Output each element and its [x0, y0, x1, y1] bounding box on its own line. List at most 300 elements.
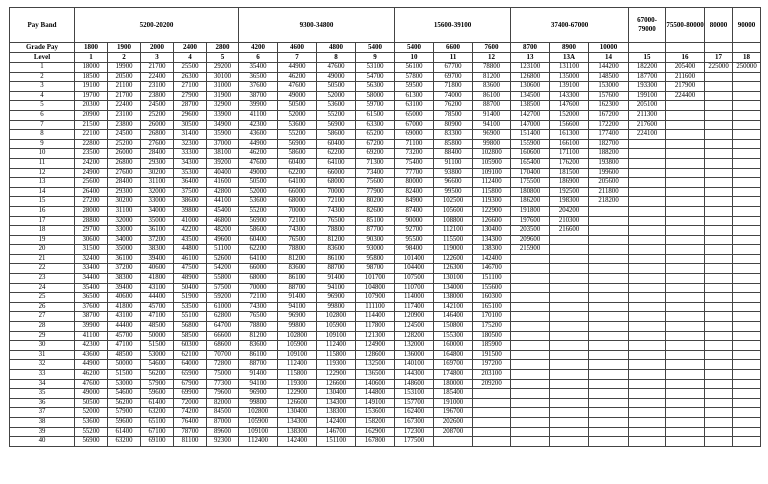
pay-cell: 60400	[239, 235, 278, 245]
pay-cell	[733, 360, 761, 370]
pay-cell	[629, 302, 666, 312]
pay-cell: 67100	[141, 427, 174, 437]
table-row	[10, 331, 761, 341]
pay-cell: 53600	[278, 120, 317, 130]
pay-cell	[666, 350, 705, 360]
pay-cell: 43600	[75, 350, 108, 360]
pay-cell: 25200	[141, 110, 174, 120]
pay-cell	[705, 82, 733, 92]
pay-cell	[705, 331, 733, 341]
pay-cell: 36400	[174, 178, 207, 188]
pay-cell: 38100	[207, 149, 239, 159]
pay-cell: 39200	[207, 158, 239, 168]
pay-cell: 193300	[629, 82, 666, 92]
pay-cell: 77300	[207, 379, 239, 389]
pay-cell: 51500	[108, 370, 141, 380]
pay-cell: 130100	[434, 274, 473, 284]
table-row	[10, 379, 761, 389]
pay-cell: 21700	[141, 63, 174, 73]
pay-cell	[550, 264, 589, 274]
pay-cell: 62200	[239, 245, 278, 255]
pay-cell: 169700	[434, 360, 473, 370]
pay-cell: 124500	[395, 322, 434, 332]
pay-cell: 112400	[278, 360, 317, 370]
pay-cell: 147000	[511, 120, 550, 130]
pay-cell: 28000	[75, 206, 108, 216]
pay-cell: 186900	[550, 178, 589, 188]
pay-cell	[589, 408, 629, 418]
pay-cell: 86100	[473, 91, 511, 101]
pay-cell: 34400	[75, 274, 108, 284]
pay-cell: 49000	[278, 91, 317, 101]
pay-cell	[511, 408, 550, 418]
pay-cell: 123100	[511, 63, 550, 73]
pay-cell: 62800	[207, 312, 239, 322]
pay-cell: 186200	[511, 197, 550, 207]
pay-band-header: 80000	[705, 8, 733, 43]
pay-cell	[666, 427, 705, 437]
pay-cell: 132500	[356, 360, 395, 370]
pay-cell: 56900	[75, 437, 108, 447]
row-index: 26	[10, 302, 75, 312]
pay-cell: 172300	[395, 427, 434, 437]
pay-cell: 112400	[317, 341, 356, 351]
pay-cell: 160300	[473, 293, 511, 303]
pay-cell: 55200	[317, 110, 356, 120]
pay-cell: 87000	[207, 417, 239, 427]
pay-cell: 67900	[174, 379, 207, 389]
pay-cell: 48500	[141, 322, 174, 332]
pay-cell: 24200	[75, 158, 108, 168]
row-index: 22	[10, 264, 75, 274]
pay-cell: 185900	[473, 341, 511, 351]
pay-cell: 167200	[589, 110, 629, 120]
pay-cell: 52000	[317, 91, 356, 101]
pay-cell: 217600	[629, 120, 666, 130]
pay-cell: 138300	[473, 245, 511, 255]
table-row	[10, 417, 761, 427]
grade-pay-cell	[733, 43, 761, 53]
pay-cell	[629, 389, 666, 399]
level-header: 8	[317, 53, 356, 63]
pay-cell: 25200	[108, 139, 141, 149]
pay-cell	[550, 417, 589, 427]
pay-cell: 47100	[141, 312, 174, 322]
pay-cell: 37500	[174, 187, 207, 197]
pay-cell	[629, 197, 666, 207]
pay-cell: 37200	[141, 235, 174, 245]
row-index: 3	[10, 82, 75, 92]
pay-cell: 31400	[174, 130, 207, 140]
pay-cell	[629, 331, 666, 341]
pay-cell: 71100	[395, 139, 434, 149]
pay-cell: 80000	[395, 178, 434, 188]
pay-cell	[705, 350, 733, 360]
pay-cell: 119300	[473, 197, 511, 207]
pay-cell: 49600	[207, 235, 239, 245]
pay-cell: 55200	[75, 427, 108, 437]
pay-cell: 69100	[141, 437, 174, 447]
pay-cell: 102800	[278, 331, 317, 341]
pay-cell: 56100	[395, 63, 434, 73]
pay-cell: 217900	[666, 82, 705, 92]
pay-cell: 21500	[75, 120, 108, 130]
pay-cell: 38600	[174, 197, 207, 207]
pay-cell: 156600	[550, 120, 589, 130]
pay-cell: 47600	[317, 63, 356, 73]
grade-pay-cell: 1800	[75, 43, 108, 53]
pay-cell: 53000	[108, 379, 141, 389]
pay-cell: 47600	[278, 82, 317, 92]
pay-cell: 56900	[278, 139, 317, 149]
pay-cell: 161300	[550, 130, 589, 140]
pay-cell: 49000	[317, 72, 356, 82]
pay-cell: 121300	[356, 331, 395, 341]
row-index: 16	[10, 206, 75, 216]
pay-cell: 138000	[434, 293, 473, 303]
pay-cell: 76500	[239, 312, 278, 322]
table-row	[10, 312, 761, 322]
pay-cell	[733, 226, 761, 236]
pay-cell: 58600	[317, 130, 356, 140]
pay-cell: 138300	[278, 427, 317, 437]
pay-cell: 218200	[589, 197, 629, 207]
pay-cell: 21700	[108, 91, 141, 101]
pay-cell: 26000	[108, 149, 141, 159]
pay-cell: 91400	[473, 110, 511, 120]
pay-cell: 88700	[317, 264, 356, 274]
pay-cell: 59700	[356, 101, 395, 111]
pay-cell: 37200	[108, 264, 141, 274]
pay-cell: 142100	[434, 302, 473, 312]
pay-cell: 56900	[317, 120, 356, 130]
level-header: 7	[278, 53, 317, 63]
pay-cell: 44400	[141, 293, 174, 303]
pay-cell: 102800	[473, 149, 511, 159]
pay-cell: 62200	[317, 149, 356, 159]
pay-cell	[629, 216, 666, 226]
pay-cell: 68000	[239, 274, 278, 284]
pay-cell: 90300	[356, 235, 395, 245]
pay-cell	[666, 302, 705, 312]
pay-cell	[511, 379, 550, 389]
pay-cell	[733, 254, 761, 264]
pay-cell	[733, 264, 761, 274]
row-index: 8	[10, 130, 75, 140]
pay-cell: 151100	[317, 437, 356, 447]
pay-cell: 69000	[395, 130, 434, 140]
pay-cell: 51900	[174, 293, 207, 303]
pay-cell: 81200	[317, 235, 356, 245]
row-index: 11	[10, 158, 75, 168]
pay-cell	[666, 293, 705, 303]
pay-cell: 60400	[278, 158, 317, 168]
pay-cell: 136000	[395, 350, 434, 360]
pay-cell	[629, 293, 666, 303]
pay-cell	[733, 379, 761, 389]
pay-cell: 88700	[278, 283, 317, 293]
pay-cell	[666, 197, 705, 207]
level-header: 11	[434, 53, 473, 63]
pay-cell: 211300	[629, 110, 666, 120]
pay-cell: 155600	[473, 283, 511, 293]
pay-cell: 29300	[108, 187, 141, 197]
pay-cell: 31000	[207, 82, 239, 92]
pay-cell: 63100	[395, 101, 434, 111]
pay-cell: 39900	[75, 322, 108, 332]
pay-cell	[629, 350, 666, 360]
pay-cell: 31500	[75, 245, 108, 255]
pay-cell: 72100	[317, 197, 356, 207]
table-row	[10, 101, 761, 111]
pay-cell: 28700	[174, 101, 207, 111]
pay-cell: 46800	[207, 216, 239, 226]
pay-cell	[733, 91, 761, 101]
pay-band-row	[10, 8, 761, 43]
pay-cell: 74000	[434, 91, 473, 101]
pay-cell: 39400	[108, 283, 141, 293]
pay-cell: 138300	[317, 408, 356, 418]
pay-cell	[511, 331, 550, 341]
table-row	[10, 408, 761, 418]
pay-cell: 68600	[207, 341, 239, 351]
pay-cell: 96900	[473, 130, 511, 140]
pay-cell	[705, 72, 733, 82]
pay-cell: 27600	[141, 139, 174, 149]
pay-cell: 54600	[141, 360, 174, 370]
pay-cell: 153100	[395, 389, 434, 399]
pay-cell: 126800	[511, 72, 550, 82]
level-header: 9	[356, 53, 395, 63]
pay-cell: 114000	[395, 293, 434, 303]
pay-cell	[733, 206, 761, 216]
pay-cell: 109100	[278, 350, 317, 360]
pay-cell: 70000	[278, 206, 317, 216]
pay-cell: 84900	[395, 197, 434, 207]
pay-cell: 95500	[395, 235, 434, 245]
pay-cell	[629, 206, 666, 216]
pay-cell: 43100	[141, 283, 174, 293]
pay-cell: 205100	[629, 101, 666, 111]
pay-cell: 115800	[278, 370, 317, 380]
pay-cell: 38700	[239, 91, 278, 101]
row-index: 28	[10, 322, 75, 332]
pay-cell	[629, 283, 666, 293]
pay-cell	[733, 389, 761, 399]
pay-cell	[589, 427, 629, 437]
pay-cell	[666, 139, 705, 149]
pay-cell: 42300	[75, 341, 108, 351]
pay-cell: 26800	[108, 158, 141, 168]
level-header: 2	[108, 53, 141, 63]
pay-cell: 50400	[174, 283, 207, 293]
pay-cell	[666, 398, 705, 408]
pay-cell: 134300	[317, 398, 356, 408]
table-row	[10, 187, 761, 197]
pay-cell: 28800	[75, 216, 108, 226]
pay-cell	[705, 110, 733, 120]
pay-cell: 45700	[141, 302, 174, 312]
pay-cell	[666, 120, 705, 130]
pay-cell	[589, 360, 629, 370]
pay-cell	[666, 206, 705, 216]
pay-cell: 50000	[108, 360, 141, 370]
pay-cell: 99800	[473, 139, 511, 149]
pay-cell: 26800	[141, 130, 174, 140]
pay-cell: 41800	[141, 274, 174, 284]
level-header: 15	[629, 53, 666, 63]
pay-cell	[733, 274, 761, 284]
pay-cell	[589, 264, 629, 274]
pay-cell	[666, 370, 705, 380]
pay-cell	[589, 312, 629, 322]
pay-cell: 170100	[473, 312, 511, 322]
pay-cell: 66600	[207, 331, 239, 341]
pay-cell: 84500	[207, 408, 239, 418]
pay-cell: 38300	[108, 274, 141, 284]
pay-cell: 122900	[473, 206, 511, 216]
row-index: 38	[10, 417, 75, 427]
pay-cell: 171100	[550, 149, 589, 159]
pay-cell: 80200	[356, 197, 395, 207]
pay-cell: 152000	[550, 110, 589, 120]
pay-cell	[733, 427, 761, 437]
pay-cell	[629, 408, 666, 418]
pay-cell: 30200	[108, 197, 141, 207]
pay-cell: 107500	[395, 274, 434, 284]
pay-cell: 119300	[278, 379, 317, 389]
pay-cell	[589, 283, 629, 293]
pay-cell: 155300	[434, 331, 473, 341]
pay-cell: 74300	[278, 226, 317, 236]
pay-cell: 37600	[75, 302, 108, 312]
table-row	[10, 427, 761, 437]
pay-cell: 69900	[174, 389, 207, 399]
pay-cell: 211600	[666, 72, 705, 82]
pay-band-header: 9300-34800	[239, 8, 395, 43]
pay-band-header: 37400-67000	[511, 8, 629, 43]
pay-cell	[511, 417, 550, 427]
pay-cell: 197600	[511, 216, 550, 226]
pay-cell: 59200	[207, 293, 239, 303]
pay-cell: 18000	[75, 63, 108, 73]
pay-cell: 81200	[239, 331, 278, 341]
pay-cell	[733, 187, 761, 197]
pay-cell: 182700	[589, 139, 629, 149]
pay-cell: 34300	[174, 158, 207, 168]
pay-cell: 35900	[207, 130, 239, 140]
grade-pay-cell: 7600	[473, 43, 511, 53]
pay-cell: 33000	[141, 197, 174, 207]
pay-cell: 44100	[207, 197, 239, 207]
level-label: Level	[10, 53, 75, 63]
pay-cell: 122900	[278, 389, 317, 399]
pay-cell	[733, 178, 761, 188]
pay-cell: 32000	[108, 216, 141, 226]
pay-cell	[733, 341, 761, 351]
pay-cell: 32400	[75, 254, 108, 264]
pay-cell	[733, 216, 761, 226]
pay-cell: 39800	[174, 206, 207, 216]
pay-cell: 52600	[207, 254, 239, 264]
pay-cell: 153600	[356, 408, 395, 418]
pay-cell: 135000	[550, 72, 589, 82]
pay-cell	[666, 178, 705, 188]
pay-cell: 89600	[207, 427, 239, 437]
pay-cell	[733, 293, 761, 303]
pay-cell: 23100	[141, 82, 174, 92]
pay-band-header: 15600-39100	[395, 8, 511, 43]
pay-cell: 32900	[207, 101, 239, 111]
pay-cell: 30600	[75, 235, 108, 245]
pay-cell: 41800	[108, 302, 141, 312]
pay-cell: 109100	[317, 331, 356, 341]
pay-cell: 142400	[278, 437, 317, 447]
pay-cell: 29700	[75, 226, 108, 236]
level-header: 4	[174, 53, 207, 63]
pay-cell	[511, 254, 550, 264]
pay-cell: 57500	[207, 283, 239, 293]
pay-cell: 65100	[141, 417, 174, 427]
pay-cell: 124900	[356, 341, 395, 351]
level-header: 3	[141, 53, 174, 63]
pay-cell: 52000	[75, 408, 108, 418]
pay-cell: 202600	[434, 417, 473, 427]
pay-cell: 65200	[356, 130, 395, 140]
pay-cell	[511, 302, 550, 312]
pay-cell: 46200	[278, 72, 317, 82]
pay-cell: 199100	[629, 91, 666, 101]
table-row	[10, 360, 761, 370]
pay-cell: 41600	[207, 178, 239, 188]
row-index: 32	[10, 360, 75, 370]
pay-cell: 47600	[75, 379, 108, 389]
pay-cell: 66000	[278, 187, 317, 197]
pay-cell: 53600	[75, 417, 108, 427]
pay-cell: 78800	[278, 245, 317, 255]
table-row	[10, 168, 761, 178]
pay-cell: 75400	[395, 158, 434, 168]
pay-cell: 85100	[356, 216, 395, 226]
table-row	[10, 283, 761, 293]
pay-cell	[705, 408, 733, 418]
pay-cell: 75600	[356, 178, 395, 188]
pay-cell	[589, 389, 629, 399]
pay-cell: 92700	[395, 226, 434, 236]
pay-cell: 35400	[75, 283, 108, 293]
pay-cell	[666, 322, 705, 332]
pay-cell	[589, 235, 629, 245]
pay-cell: 19100	[75, 82, 108, 92]
pay-cell: 47500	[174, 264, 207, 274]
pay-cell: 22800	[75, 139, 108, 149]
level-header: 5	[207, 53, 239, 63]
pay-cell: 109100	[473, 168, 511, 178]
row-index: 39	[10, 427, 75, 437]
pay-cell	[733, 110, 761, 120]
pay-cell	[733, 398, 761, 408]
pay-cell: 56900	[239, 216, 278, 226]
pay-cell: 86100	[317, 254, 356, 264]
pay-cell	[705, 274, 733, 284]
pay-cell: 170400	[511, 168, 550, 178]
pay-cell: 224400	[666, 91, 705, 101]
pay-cell: 191000	[434, 398, 473, 408]
level-header: 1	[75, 53, 108, 63]
pay-cell: 39400	[141, 254, 174, 264]
pay-cell: 165100	[473, 302, 511, 312]
pay-cell: 187700	[629, 72, 666, 82]
